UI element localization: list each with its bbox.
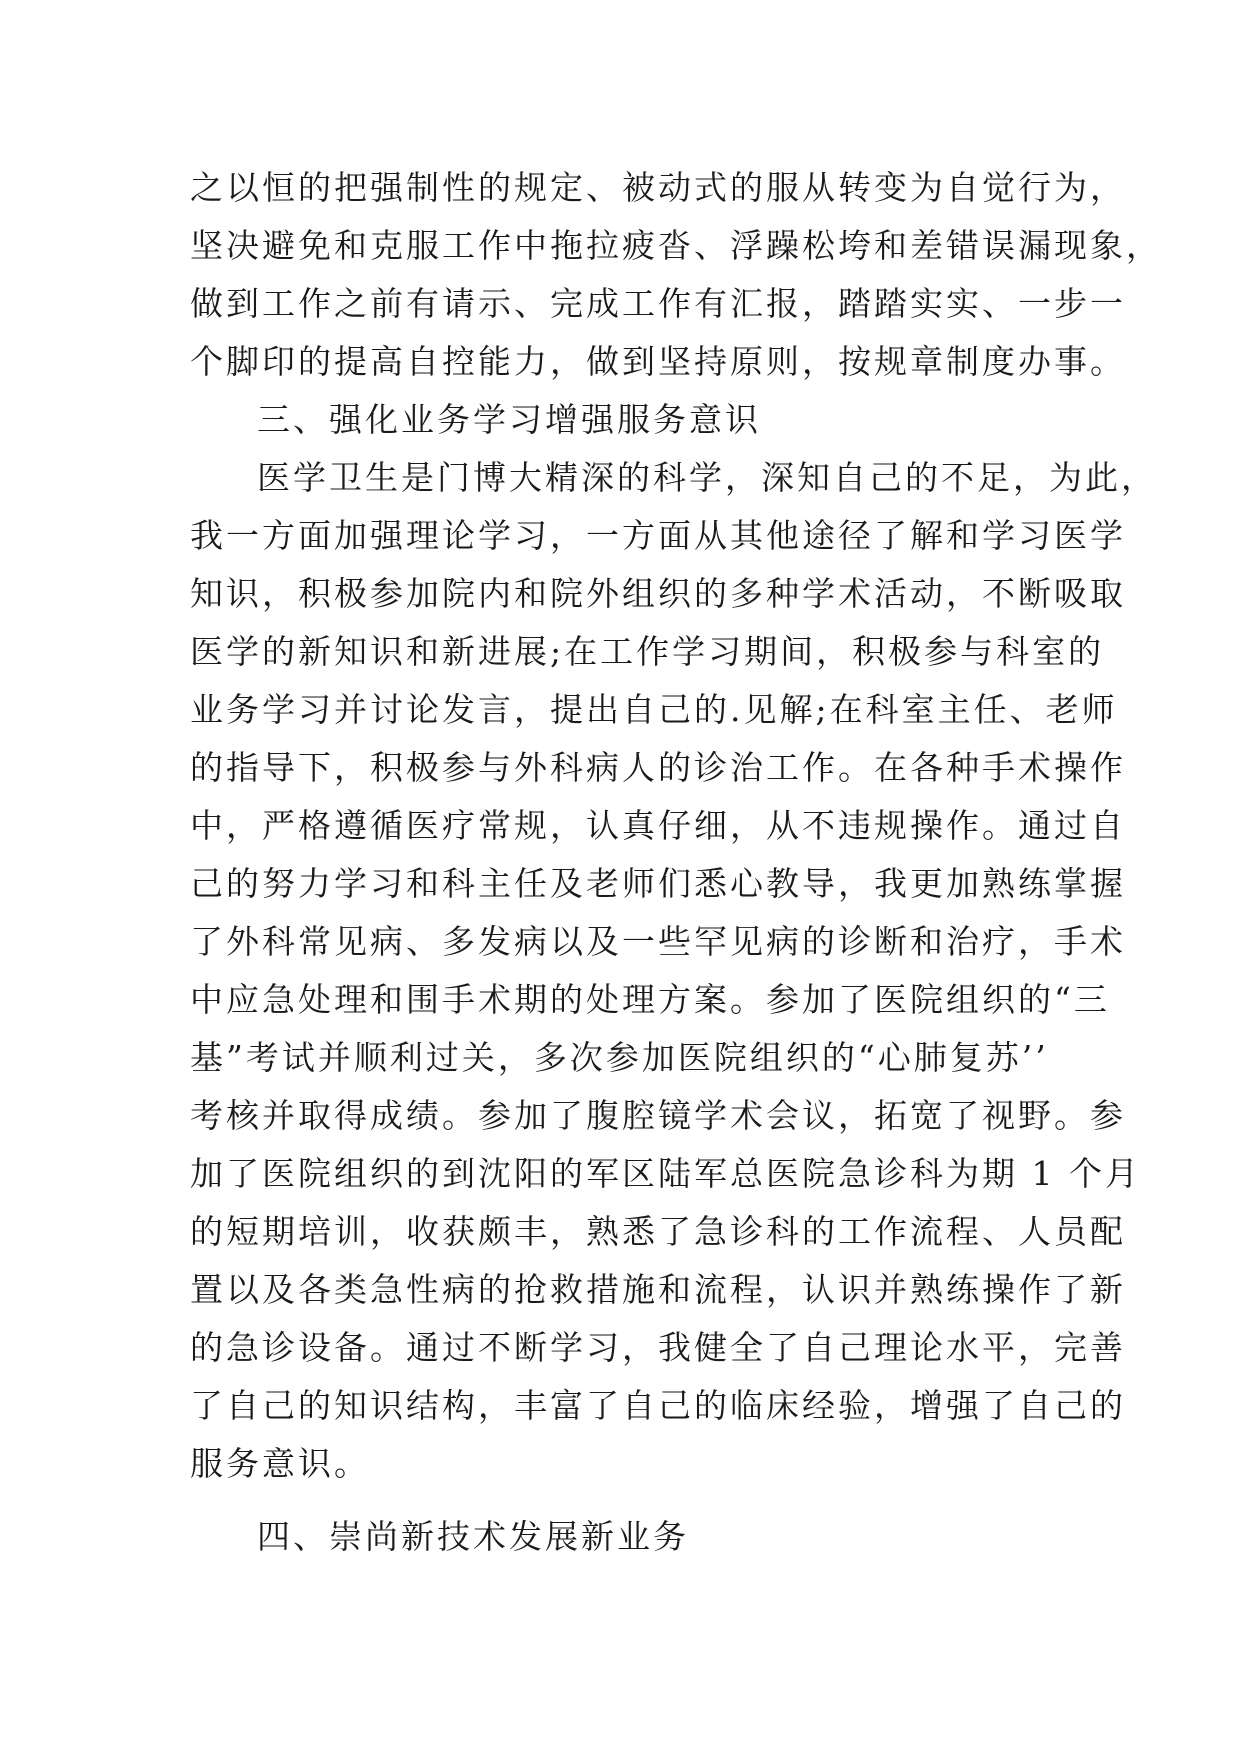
text-line: 服务意识。: [190, 1444, 370, 1483]
text-line: 业务学习并讨论发言，提出自己的.见解;在科室主任、老师: [190, 690, 1118, 729]
text-line: 的指导下，积极参与外科病人的诊治工作。在各种手术操作: [190, 748, 1126, 787]
text-line: 的短期培训，收获颇丰，熟悉了急诊科的工作流程、人员配: [190, 1212, 1126, 1251]
text-line: 之以恒的把强制性的规定、被动式的服从转变为自觉行为，: [190, 168, 1126, 207]
text-line: 知识，积极参加院内和院外组织的多种学术活动，不断吸取: [190, 574, 1126, 613]
text-line: 个脚印的提高自控能力，做到坚持原则，按规章制度办事。: [190, 342, 1126, 381]
text-line: 中应急处理和围手术期的处理方案。参加了医院组织的“三: [190, 980, 1110, 1019]
section-heading: 四、崇尚新技术发展新业务: [257, 1517, 689, 1556]
text-line: 的急诊设备。通过不断学习，我健全了自己理论水平，完善: [190, 1328, 1126, 1367]
text-line: 了自己的知识结构，丰富了自己的临床经验，增强了自己的: [190, 1386, 1126, 1425]
text-line: 做到工作之前有请示、完成工作有汇报，踏踏实实、一步一: [190, 284, 1126, 323]
text-line: 考核并取得成绩。参加了腹腔镜学术会议，拓宽了视野。参: [190, 1096, 1126, 1135]
text-line: 中，严格遵循医疗常规，认真仔细，从不违规操作。通过自: [190, 806, 1126, 845]
section-heading: 三、强化业务学习增强服务意识: [257, 400, 761, 439]
text-line: 加了医院组织的到沈阳的军区陆军总医院急诊科为期 1 个月: [190, 1154, 1141, 1193]
text-line: 基”考试并顺利过关，多次参加医院组织的“心肺复苏’’: [190, 1038, 1049, 1077]
text-line: 医学的新知识和新进展;在工作学习期间，积极参与科室的: [190, 632, 1105, 671]
text-line: 坚决避免和克服工作中拖拉疲沓、浮躁松垮和差错误漏现象，: [190, 226, 1162, 265]
text-line: 己的努力学习和科主任及老师们悉心教导，我更加熟练掌握: [190, 864, 1126, 903]
paragraph-start-line: 医学卫生是门博大精深的科学，深知自己的不足，为此，: [257, 458, 1157, 497]
text-line: 我一方面加强理论学习，一方面从其他途径了解和学习医学: [190, 516, 1126, 555]
text-line: 置以及各类急性病的抢救措施和流程，认识并熟练操作了新: [190, 1270, 1126, 1309]
text-line: 了外科常见病、多发病以及一些罕见病的诊断和治疗，手术: [190, 922, 1126, 961]
